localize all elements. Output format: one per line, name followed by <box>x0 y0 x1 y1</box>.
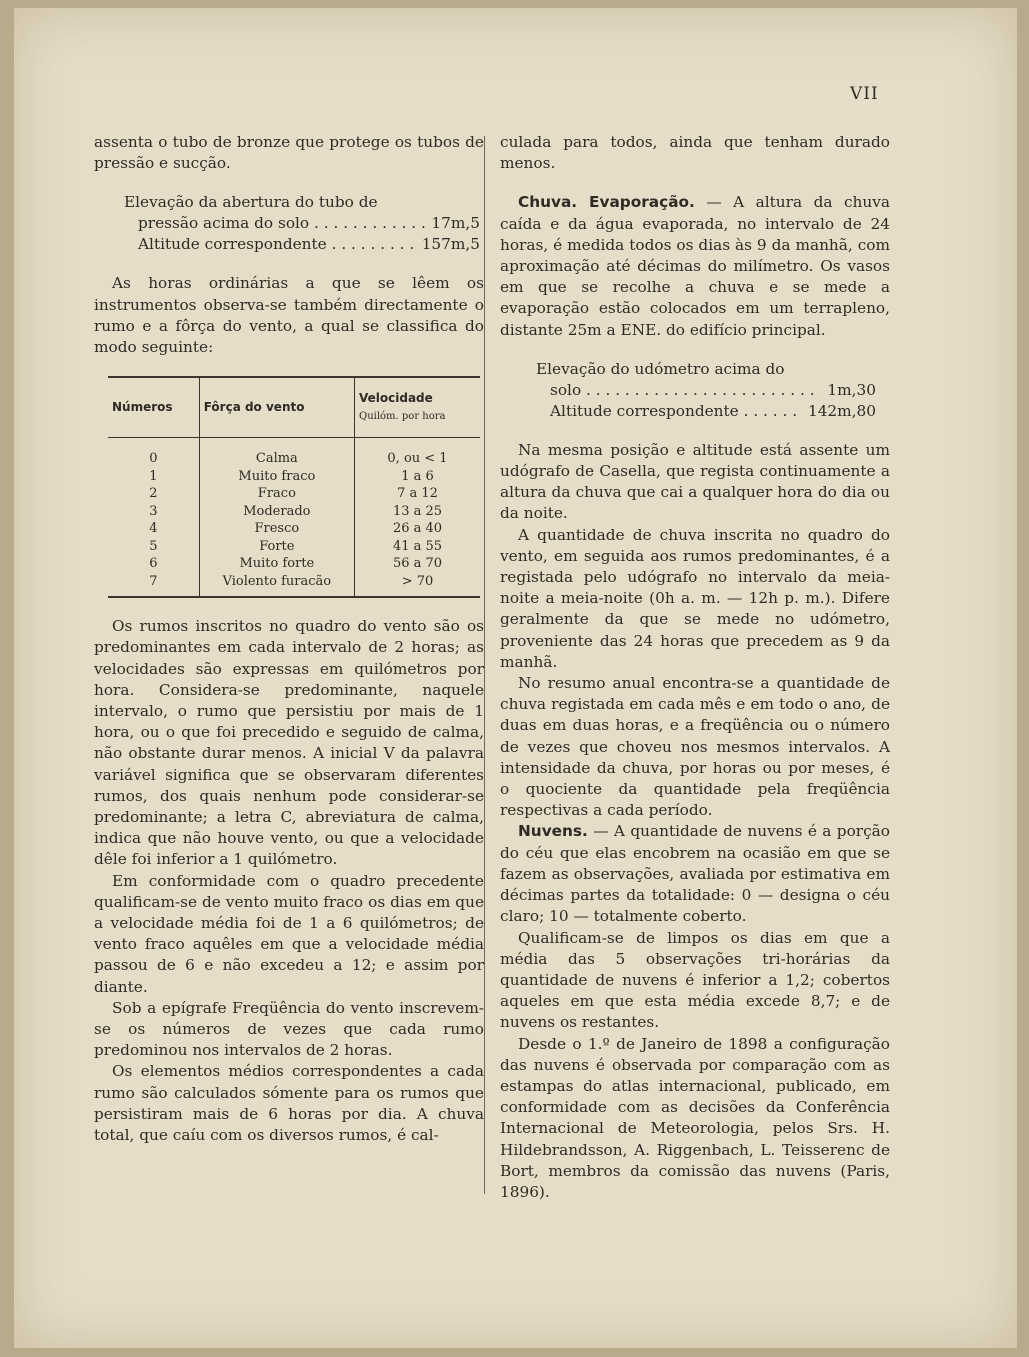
left-column <box>94 132 484 1146</box>
table-cell: Calma <box>199 438 354 468</box>
table-cell: > 70 <box>355 573 481 598</box>
table-cell: 26 a 40 <box>355 520 481 538</box>
table-header: Fôrça do vento <box>199 377 354 438</box>
table-cell: 4 <box>149 521 158 537</box>
table-cell: Violento furacão <box>199 573 354 598</box>
paragraph: Sob a epígrafe Freqüência do vento inscrevem-se os números de vezes que cada rumo predominou nos intervalos de 2 horas. <box>94 998 484 1060</box>
wind-force-table <box>108 376 480 598</box>
measurement-row <box>124 234 480 255</box>
measurement-label: Elevação do udómetro acima do <box>536 359 785 378</box>
table-header: Números <box>112 399 173 414</box>
measurement-label: Elevação da abertura do tubo de <box>124 193 378 212</box>
table-row <box>108 520 480 538</box>
measurement-value: 1m,30 <box>827 380 876 399</box>
table-cell: 0, ou < 1 <box>355 438 481 468</box>
table-cell: 1 <box>149 468 158 484</box>
paragraph: Nuvens. — A quantidade de nuvens é a porção do céu que elas encobrem na ocasião em que se fazem as observações, avaliada por estimativa em décimas partes da totalidade: 0 — designa o céu claro; 10 — totalmente coberto. <box>500 822 890 926</box>
table-row <box>108 485 480 503</box>
table-cell: 7 a 12 <box>355 485 481 503</box>
table-cell: Fresco <box>199 520 354 538</box>
table-header: Velocidade Quilóm. por hora <box>355 377 481 438</box>
measurement-list <box>536 359 876 422</box>
measurement-row <box>536 380 876 401</box>
measurement-row <box>124 192 480 213</box>
table-cell: 0 <box>149 451 158 467</box>
measurement-label: pressão acima do solo . . . <box>124 213 425 234</box>
table-cell: 2 <box>149 486 158 502</box>
paragraph: As horas ordinárias a que se lêem os instrumentos observa-se também directamente o rumo e a fôrça do vento, a qual se classifica do modo seguinte: <box>94 274 484 357</box>
table-cell: 7 <box>149 573 158 589</box>
right-column <box>500 132 890 1203</box>
measurement-label: solo . . . <box>536 380 821 401</box>
paragraph: No resumo anual encontra-se a quantidade de chuva registada em cada mês e em todo o ano, de duas em duas horas, e a freqüência ou o número de vezes que choveu nos mesmos intervalos. A intensidade da chuva, por horas ou por meses, é o quociente da quantidade pela freqüência respectivas a cada período. <box>500 674 890 820</box>
section-heading: Nuvens. <box>518 822 588 841</box>
table-row <box>108 538 480 556</box>
table-cell: Muito fraco <box>199 468 354 486</box>
table-cell: 56 a 70 <box>355 555 481 573</box>
measurement-label: Altitude correspondente . . . <box>536 401 802 422</box>
paragraph: A quantidade de chuva inscrita no quadro do vento, em seguida aos rumos predominantes, é a registada pelo udógrafo no intervalo da meia-noite a meia-noite (0h a. m. — 12h p. m.). Difere geralmente da que se mede no udómetro, proveniente das 24 horas que precedem as 9 da manhã. <box>500 525 890 671</box>
section-heading: Chuva. Evaporação. <box>518 193 695 212</box>
paragraph: Os elementos médios correspondentes a cada rumo são calculados sómente para os rumos que persistiram mais de 6 horas por dia. A chuva total, que caíu com os diversos rumos, é cal- <box>94 1062 484 1145</box>
table-cell: 5 <box>149 538 158 554</box>
measurement-row <box>536 401 876 422</box>
table-cell: Muito forte <box>199 555 354 573</box>
paragraph: Qualificam-se de limpos os dias em que a média das 5 observações tri-horárias da quantidade de nuvens é inferior a 1,2; cobertos aqueles em que esta média excede 8,7; e de nuvens os restantes. <box>500 928 890 1032</box>
paragraph: Os rumos inscritos no quadro do vento são os predominantes em cada intervalo de 2 horas; as velocidades são expressas em quilómetros por hora. Considera-se predominante, naquele intervalo, o rumo que persistiu por mais de 1 hora, ou o que foi precedido e seguido de calma, não obstante durar menos. A inicial V da palavra variável significa que se observaram diferentes rumos, dos quais nenhum pode considerar-se predominante; a letra C, abreviatura de calma, indica que não houve vento, ou que a velocidade dêle foi inferior a 1 quilómetro. <box>94 617 484 869</box>
measurement-list <box>124 192 480 255</box>
paragraph: culada para todos, ainda que tenham durado menos. <box>500 133 890 173</box>
paragraph: Desde o 1.º de Janeiro de 1898 a configuração das nuvens é observada por comparação com as estampas do atlas internacional, publicado, em conformidade com as decisões da Conferência Internacional de Meteorologia, pelos Srs. H. Hildebrandsson, A. Riggenbach, L. Teisserenc de Bort, membros da comissão das nuvens (Paris, 1896). <box>500 1034 890 1201</box>
measurement-row <box>536 359 876 380</box>
measurement-row <box>124 213 480 234</box>
paragraph: Na mesma posição e altitude está assente um udógrafo de Casella, que regista continuamente a altura da chuva que cai a qualquer hora do dia ou da noite. <box>500 440 890 523</box>
column-divider <box>484 136 485 1194</box>
table-row <box>108 468 480 486</box>
table-cell: 3 <box>149 503 158 519</box>
table-cell: Forte <box>199 538 354 556</box>
table-row <box>108 573 480 598</box>
table-cell: Fraco <box>199 485 354 503</box>
paragraph: Em conformidade com o quadro precedente qualificam-se de vento muito fraco os dias em que a velocidade média foi de 1 a 6 quilómetros; de vento fraco aquêles em que a velocidade média passou de 6 e não excedeu a 12; e assim por diante. <box>94 871 484 996</box>
table-row <box>108 503 480 521</box>
measurement-value: 157m,5 <box>421 235 480 254</box>
table-cell: Moderado <box>199 503 354 521</box>
measurement-value: 142m,80 <box>807 401 876 420</box>
table-row <box>108 555 480 573</box>
table-cell: 6 <box>149 556 158 572</box>
table-cell: 41 a 55 <box>355 538 481 556</box>
measurement-label: Altitude correspondente . . . <box>124 234 416 255</box>
page <box>14 8 1017 1348</box>
table-cell: 1 a 6 <box>355 468 481 486</box>
page-number: VII <box>850 84 879 104</box>
table-row <box>108 438 480 468</box>
paragraph: Chuva. Evaporação. — A altura da chuva caída e da água evaporada, no intervalo de 24 horas, é medida todos os dias às 9 da manhã, com aproximação até décimas do milímetro. Os vasos em que se recolhe a chuva e se mede a evaporação estão colocados em um terrapleno, distante 25m a ENE. do edifício principal. <box>500 193 890 339</box>
table-cell: 13 a 25 <box>355 503 481 521</box>
measurement-value: 17m,5 <box>431 214 480 233</box>
paragraph: assenta o tubo de bronze que protege os tubos de pressão e sucção. <box>94 133 484 173</box>
